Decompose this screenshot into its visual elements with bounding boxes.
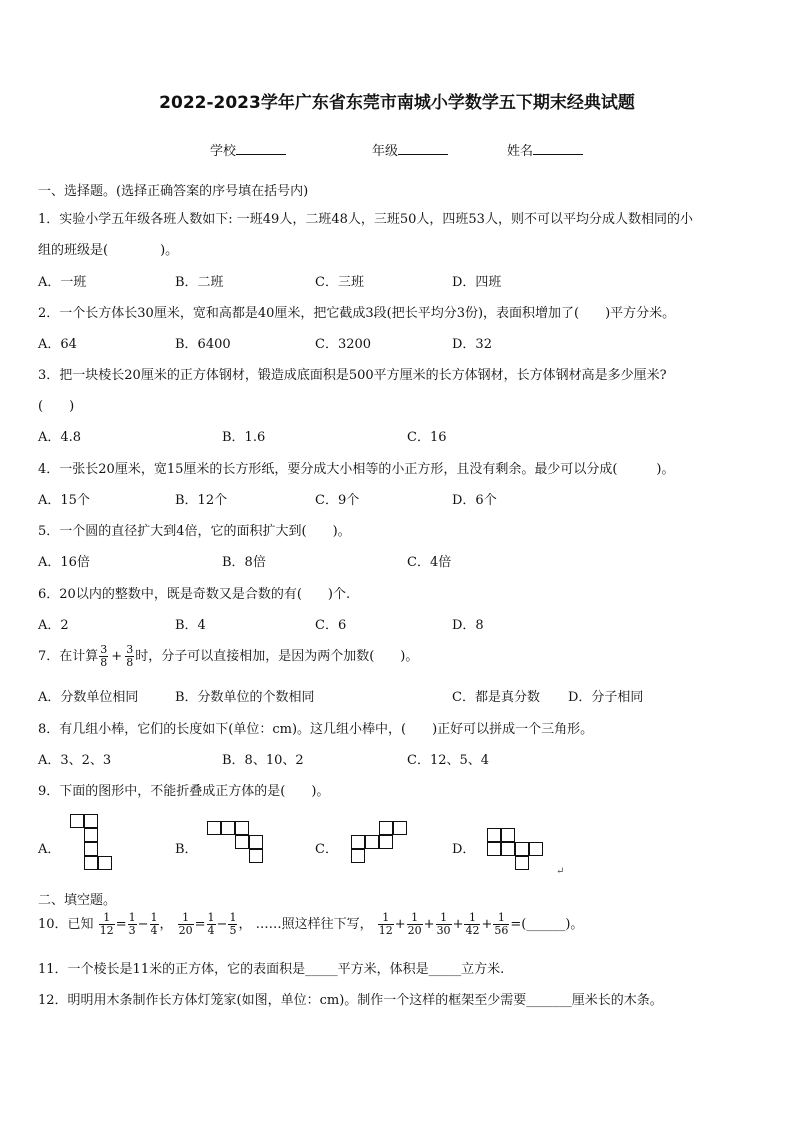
- school-field[interactable]: 学校: [210, 140, 286, 159]
- q9-option-c[interactable]: C．: [315, 842, 338, 857]
- q7-option-b[interactable]: B．分数单位的个数相同: [175, 690, 315, 705]
- q6-text: 6．20以内的整数中，既是奇数又是合数的有( )个.: [38, 587, 351, 602]
- grade-field[interactable]: 年级: [372, 140, 448, 159]
- q8-option-a[interactable]: A．3、2、3: [38, 753, 112, 768]
- q2-option-a[interactable]: A．64: [38, 337, 77, 352]
- q2-option-c[interactable]: C．3200: [315, 337, 372, 352]
- name-field[interactable]: 姓名: [507, 140, 583, 159]
- q7-fraction-2: $\frac{3}{8}$: [126, 643, 134, 669]
- q5-option-a[interactable]: A．16倍: [38, 555, 90, 570]
- q4-option-a[interactable]: A．15个: [38, 493, 90, 508]
- q8-text: 8．有几组小棒，它们的长度如下(单位：cm)。这几组小棒中，( )正好可以拼成一个三角形。: [38, 722, 594, 737]
- q6-option-a[interactable]: A．2: [38, 618, 69, 633]
- q12-text: 12．明明用木条制作长方体灯笼家(如图，单位：cm)。制作一个这样的框架至少需要_______厘米长的木条。: [38, 993, 663, 1008]
- q1-option-b[interactable]: B．二班: [175, 275, 224, 290]
- q4-text: 4．一张长20厘米，宽15厘米的长方形纸，要分成大小相等的小正方形，且没有剩余。最少可以分成( )。: [38, 462, 675, 477]
- q9-option-d[interactable]: D．: [452, 842, 476, 857]
- q9-option-b[interactable]: B．: [175, 842, 198, 857]
- q3-option-c[interactable]: C．16: [407, 430, 447, 445]
- q1-option-c[interactable]: C．三班: [315, 275, 364, 290]
- q3-text-line2: ( ): [38, 399, 75, 414]
- q2-text: 2．一个长方体长30厘米，宽和高都是40厘米，把它截成3段(把长平均分3份)，表面积增加了( )平方分米。: [38, 306, 676, 321]
- q11-text: 11．一个棱长是11米的正方体，它的表面积是_____平方米，体积是_____立方米.: [38, 962, 505, 977]
- q4-option-b[interactable]: B．12个: [175, 493, 228, 508]
- section-1-heading: 一、选择题。(选择正确答案的序号填在括号内): [38, 184, 309, 199]
- q8-option-b[interactable]: B．8、10、2: [222, 753, 304, 768]
- q4-option-d[interactable]: D．6个: [452, 493, 497, 508]
- q6-option-d[interactable]: D．8: [452, 618, 484, 633]
- q7-option-c[interactable]: C．都是真分数: [452, 690, 540, 705]
- q4-option-c[interactable]: C．9个: [315, 493, 360, 508]
- q5-option-b[interactable]: B．8倍: [222, 555, 266, 570]
- q1-option-a[interactable]: A．一班: [38, 275, 87, 290]
- q7-text: 7．在计算 $\frac{3}{8}$ + $\frac{3}{8}$ 时，分子可以直接相加，是因为两个加数( )。: [38, 643, 419, 669]
- q9-option-a[interactable]: A．: [38, 842, 61, 857]
- q5-text: 5．一个圆的直径扩大到4倍，它的面积扩大到( )。: [38, 524, 351, 539]
- q3-option-a[interactable]: A．4.8: [38, 430, 82, 445]
- q6-option-b[interactable]: B．4: [175, 618, 206, 633]
- q1-text-line1: 1．实验小学五年级各班人数如下: 一班49人，二班48人，三班50人，四班53人，则不可以平均分成人数相同的小: [38, 212, 693, 227]
- q1-text-line2: 组的班级是( )。: [38, 243, 179, 258]
- q7-option-d[interactable]: D．分子相同: [568, 690, 644, 705]
- q8-option-c[interactable]: C．12、5、4: [407, 753, 490, 768]
- q6-option-c[interactable]: C．6: [315, 618, 347, 633]
- q7-fraction-1: $\frac{3}{8}$: [100, 643, 108, 669]
- q10-text: 10．已知 $\frac{1}{12}$ = $\frac{1}{3}$ − $\frac{1}{4}$ ， $\frac{1}{20}$ = $\frac{1}{4}$ − $\frac{1}{5}$ ， ……照这样往下写， $\frac{1}{12}$ + $\frac{1}{20}$ + $\frac{1}{30}$ + $\frac{1}{42}$ + $\frac{1}{56}$ =(______)。: [38, 911, 584, 937]
- q3-option-b[interactable]: B．1.6: [222, 430, 266, 445]
- q2-option-b[interactable]: B．6400: [175, 337, 231, 352]
- q2-option-d[interactable]: D．32: [452, 337, 492, 352]
- section-2-heading: 二、填空题。: [38, 893, 117, 908]
- page-title: 2022-2023学年广东省东莞市南城小学数学五下期末经典试题: [159, 93, 635, 113]
- q3-text-line1: 3．把一块棱长20厘米的正方体钢材，锻造成底面积是500平方厘米的长方体钢材，长方体钢材高是多少厘米?: [38, 368, 667, 383]
- q5-option-c[interactable]: C．4倍: [407, 555, 452, 570]
- return-mark: ↵: [556, 866, 565, 877]
- q9-text: 9．下面的图形中，不能折叠成正方体的是( )。: [38, 784, 330, 799]
- q7-option-a[interactable]: A．分数单位相同: [38, 690, 139, 705]
- q1-option-d[interactable]: D．四班: [452, 275, 502, 290]
